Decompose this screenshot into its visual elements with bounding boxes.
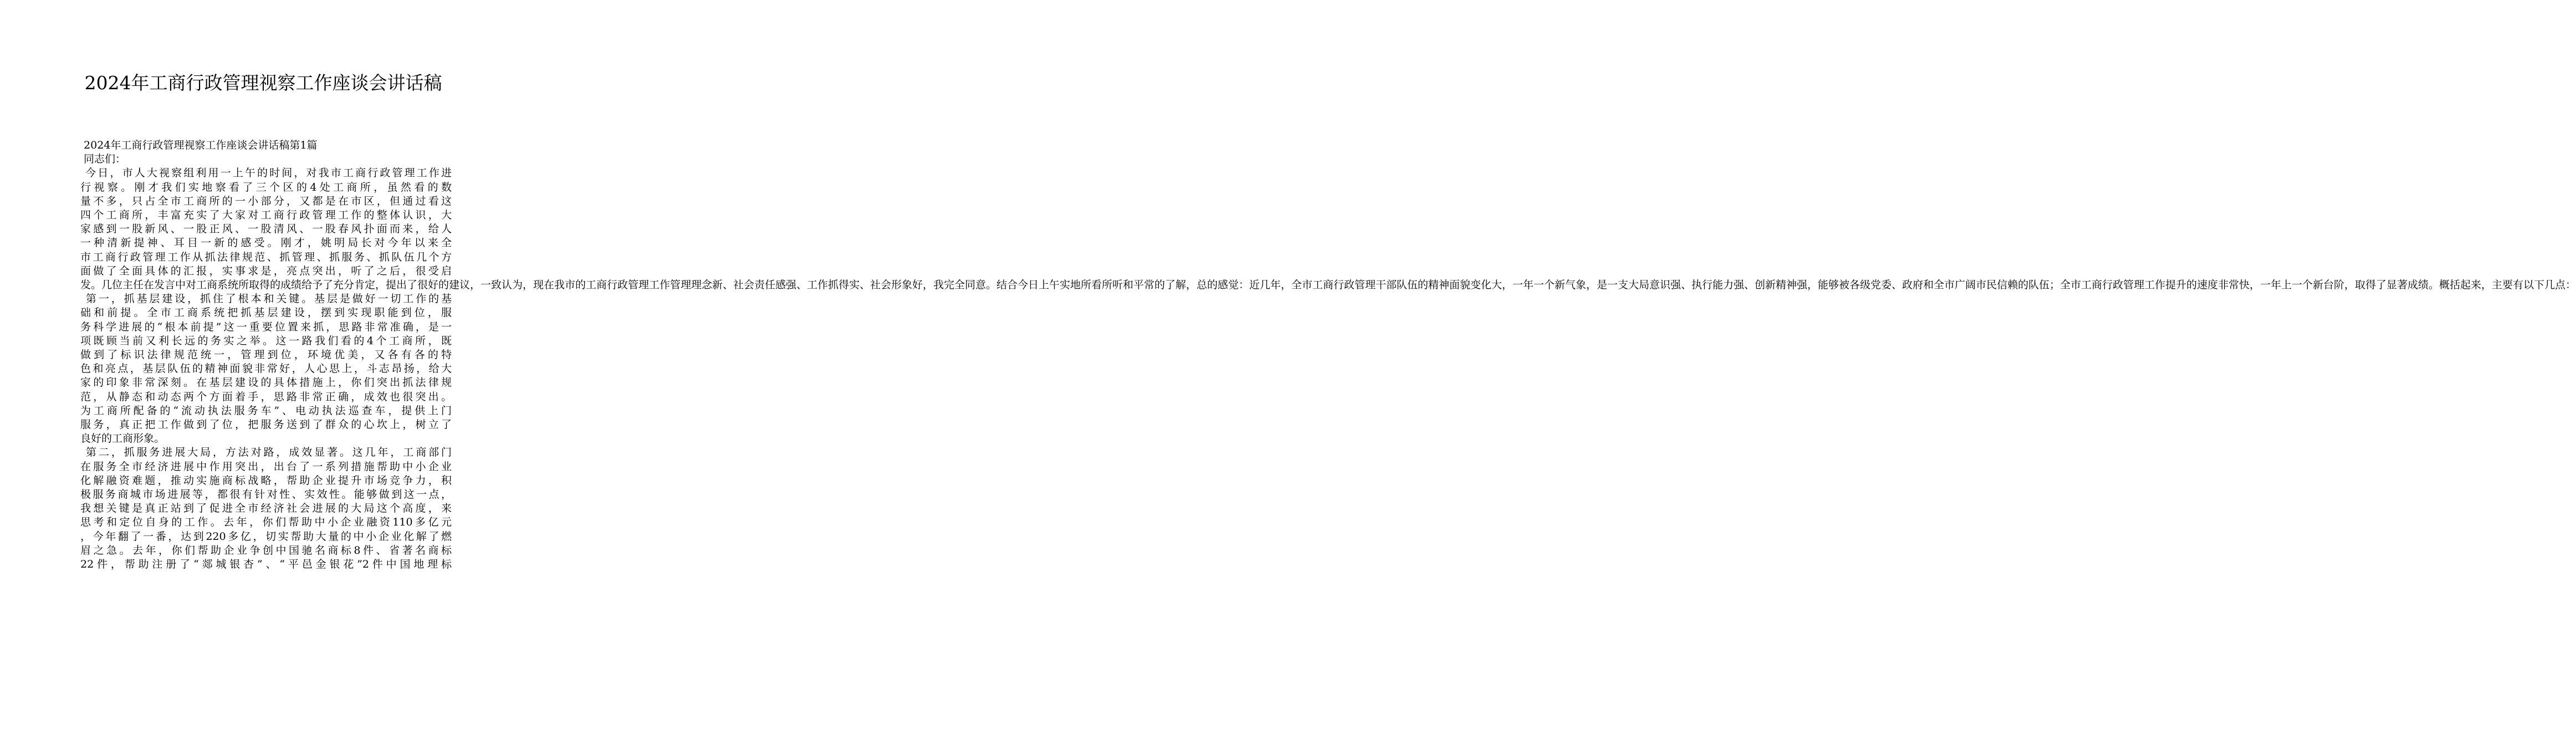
paragraph-1-line: 四个工商所，丰富充实了大家对工商行政管理工作的整体认识，大 (80, 209, 452, 222)
paragraph-2-line: 第一，抓基层建设，抓住了根本和关键。基层是做好一切工作的基 (80, 293, 452, 305)
paragraph-3-line: ，今年翻了一番，达到220多亿，切实帮助大量的中小企业化解了燃 (80, 530, 452, 543)
paragraph-3-line: 在服务全市经济进展中作用突出，出台了一系列措施帮助中小企业 (80, 460, 452, 473)
paragraph-2-line: 色和亮点，基层队伍的精神面貌非常好，人心思上，斗志昂扬，给大 (80, 363, 452, 375)
paragraph-2-line: 良好的工商形象。 (80, 432, 165, 445)
paragraph-1-line: 市工商行政管理工作从抓法律规范、抓管理、抓服务、抓队伍几个方 (80, 251, 452, 263)
paragraph-2-line: 做到了标识法律规范统一，管理到位，环境优美，又各有各的特 (80, 349, 452, 361)
paragraph-2-line: 为工商所配备的“流动执法服务车”、电动执法巡查车，提供上门 (80, 404, 452, 417)
salutation: 同志们： (80, 153, 126, 166)
paragraph-3-line: 思考和定位自身的工作。去年，你们帮助中小企业融资110多亿元 (80, 516, 452, 529)
paragraph-1-line: 家感到一股新风、一股正风、一股清风、一股春风扑面而来，给人 (80, 223, 452, 236)
paragraph-3-line: 极服务商城市场进展等，都很有针对性、实效性。能够做到这一点， (80, 488, 452, 501)
paragraph-2-line: 服务，真正把工作做到了位，把服务送到了群众的心坎上，树立了 (80, 419, 452, 431)
paragraph-2-line: 务科学进展的“根本前提”这一重要位置来抓，思路非常准确，是一 (80, 320, 452, 333)
paragraph-1-line: 行视察。刚才我们实地察看了三个区的4处工商所，虽然看的数 (80, 181, 452, 193)
paragraph-3-line: 我想关键是真正站到了促进全市经济社会进展的大局这个高度，来 (80, 502, 452, 515)
paragraph-2-line: 础和前提。全市工商系统把抓基层建设，摆到实现职能到位，服 (80, 307, 452, 319)
paragraph-2-line: 范，从静态和动态两个方面着手，思路非常正确，成效也很突出。 (80, 390, 452, 403)
document-title: 2024年工商行政管理视察工作座谈会讲话稿 (84, 72, 442, 94)
paragraph-3-line: 22件，帮助注册了“郯城银杏”、“平邑金银花”2件中国地理标 (80, 558, 452, 571)
paragraph-2-line: 项既顾当前又利长远的务实之举。这一路我们看的4个工商所，既 (80, 334, 452, 347)
document-body (80, 139, 2576, 571)
paragraph-1-line: 今日，市人大视察组利用一上午的时间，对我市工商行政管理工作进 (80, 167, 452, 180)
paragraph-1-line: 量不多，只占全市工商所的一小部分，又都是在市区，但通过看这 (80, 195, 452, 207)
paragraph-2-line: 家的印象非常深刻。在基层建设的具体措施上，你们突出抓法律规 (80, 376, 452, 389)
paragraph-3-line: 化解融资难题，推动实施商标战略，帮助企业提升市场竞争力，积 (80, 474, 452, 487)
paragraph-1-line: 一种清新提神、耳目一新的感受。刚才，姚明局长对今年以来全 (80, 237, 452, 249)
paragraph-1-line: 发。几位主任在发言中对工商系统所取得的成绩给予了充分肯定，提出了很好的建议，一致认为，现在我市的工商行政管理工作管理理念新、社会责任感强、工作抓得实、社会形象好，我完全同意。结合今日上午实地所看所听和平常的了解，总的感觉：近几年，全市工商行政管理干部队伍的精神面貌变化大，一年一个新气象，是一支大局意识强、执行能力强、创新精神强，能够被各级党委、政府和全市广阔市民信赖的队伍；全市工商行政管理工作提升的速度非常快，一年上一个新台阶，取得了显著成绩。概括起来，主要有以下几点： (80, 279, 2576, 292)
section-heading: 2024年工商行政管理视察工作座谈会讲话稿第1篇 (80, 139, 318, 151)
paragraph-3-line: 眉之急。去年，你们帮助企业争创中国驰名商标8件、省著名商标 (80, 544, 452, 557)
paragraph-3-line: 第二，抓服务进展大局，方法对路，成效显著。这几年，工商部门 (80, 446, 452, 459)
paragraph-1-line: 面做了全面具体的汇报，实事求是，亮点突出，听了之后，很受启 (80, 264, 452, 277)
